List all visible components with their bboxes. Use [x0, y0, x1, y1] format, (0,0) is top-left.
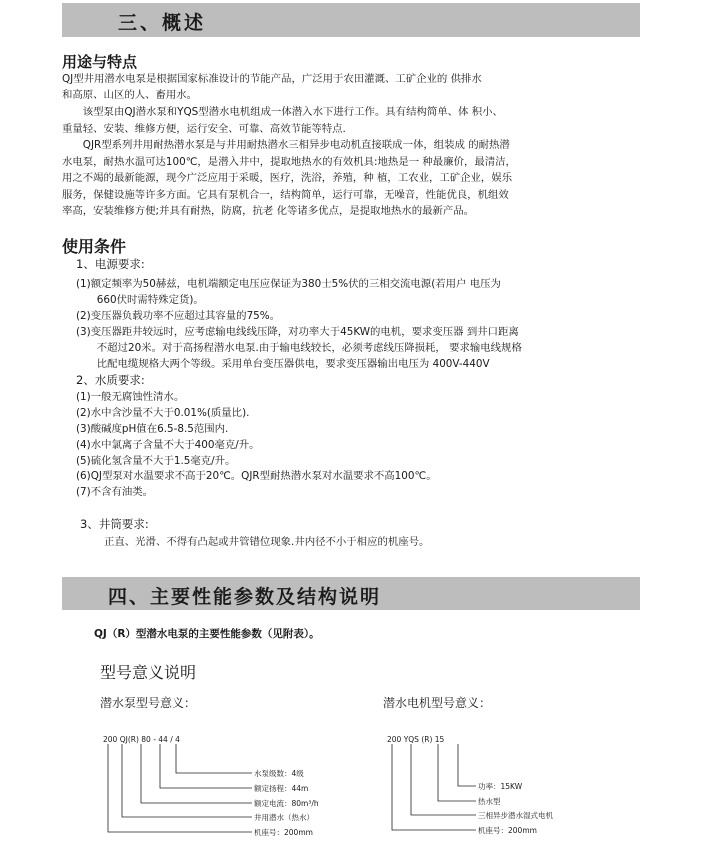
pump-diagram-heading: 潜水泵型号意义：: [100, 696, 197, 710]
usage-line: 该型泵由QJ潜水泵和YQS型潜水电机组成一体潜入水下进行工作。具有结构简单、体 积小、: [62, 106, 503, 118]
well-text: 正直、光滑、不得有凸起或井管错位现象.井内径不小于相应的机座号。: [104, 536, 430, 548]
pump-label-head: 额定扬程：44m: [254, 784, 309, 793]
motor-leader-type: [411, 744, 476, 815]
power-line: (3)变压器距井较远时，应考虑输电线线压降，对功率大于45KW的电机，要求变压器 到井口距离: [76, 326, 519, 338]
power-line: (1)额定频率为50赫兹，电机端额定电压应保证为380士5%伏的三相交流电源(若用户 电压为: [76, 278, 501, 290]
power-line: 不超过20米。对于高扬程潜水电泵.由于输电线较长，必须考虑线压降损耗， 要求输电线规格: [76, 342, 522, 354]
power-line: (2)变压器负载功率不应超过其容量的75%。: [76, 310, 281, 322]
motor-label-hot: 热水型: [478, 797, 501, 806]
water-line: (5)硫化氢含量不大于1.5毫克/升。: [76, 455, 236, 467]
pump-label-stages: 水泵级数：4级: [254, 769, 304, 778]
motor-diagram-heading: 潜水电机型号意义：: [383, 696, 492, 710]
water-line: (1)一般无腐蚀性清水。: [76, 391, 185, 403]
water-line: (6)QJ型泵对水温要求不高于20℃。QJR型耐热潜水泵对水温要求不高100℃。: [76, 470, 437, 482]
power-heading: 1、电源要求:: [76, 257, 145, 271]
motor-model-code: 200 YQS (R) 15: [387, 735, 445, 744]
well-heading: 3、井筒要求:: [80, 517, 149, 531]
motor-label-frame: 机座号：200mm: [478, 826, 537, 835]
motor-leader-hot: [438, 744, 476, 801]
usage-line: 用之不竭的最新能源，现今广泛应用于采暖，医疗，洗浴，养殖，种 植，工农业，工矿企业，娱乐: [62, 172, 513, 184]
usage-line: 重量轻、安装、维修方便，运行安全、可靠、高效节能等特点.: [62, 123, 346, 135]
motor-label-power: 功率：15KW: [478, 782, 523, 791]
water-line: (4)水中氯离子含量不大于400毫克/升。: [76, 439, 260, 451]
water-line: (3)酸碱度pH值在6.5-8.5范围内.: [76, 423, 229, 435]
pump-leader-flow: [141, 744, 252, 803]
water-line: (2)水中含沙量不大于0.01%(质量比).: [76, 407, 250, 419]
usage-line: 水电泵，耐热水温可达100℃，是潜入井中，提取地热水的有效机具:地热是一 种最廉价，最清洁，: [62, 156, 516, 168]
conditions-heading: 使用条件: [62, 237, 127, 256]
usage-line: QJR型系列井用耐热潜水泵是与井用耐热潜水三相异步电动机直接联成一体，组装成 的耐热潜: [62, 139, 510, 151]
section4-intro: QJ（R）型潜水电泵的主要性能参数（见附表）。: [94, 628, 320, 640]
pump-label-flow: 额定电流：80m³/h: [254, 799, 319, 808]
pump-leader-head: [160, 744, 252, 788]
section3-title: 三、概述: [118, 12, 207, 34]
pump-label-type: 井用潜水（热水）: [254, 813, 314, 822]
motor-leader-power: [458, 744, 476, 786]
pump-leader-stages: [176, 744, 252, 773]
water-heading: 2、水质要求:: [76, 373, 145, 387]
usage-heading: 用途与特点: [62, 53, 138, 71]
pump-model-code: 200 QJ(R) 80 - 44 / 4: [103, 735, 180, 744]
usage-line: 和高原、山区的人、畜用水。: [62, 89, 198, 101]
power-line: 660伏时需特殊定货)。: [76, 294, 204, 306]
usage-line: 服务，保健设施等许多方面。它具有泵机合一，结构简单，运行可靠，无噪音，性能优良，机组效: [62, 189, 509, 201]
motor-leader-frame: [392, 744, 476, 830]
model-heading: 型号意义说明: [100, 663, 197, 682]
usage-line: 率高，安装维修方便;并具有耐热，防腐，抗老 化等诸多优点，是提取地热水的最新产品。: [62, 205, 475, 217]
pump-leader-type: [122, 744, 252, 817]
water-line: (7)不含有油类。: [76, 486, 154, 498]
section4-title: 四、主要性能参数及结构说明: [108, 586, 382, 608]
pump-label-frame: 机座号：200mm: [254, 828, 313, 837]
power-line: 比配电缆规格大两个等级。采用单台变压器供电，要求变压器输出电压为 400V-440V: [76, 358, 490, 370]
usage-line: QJ型井用潜水电泵是根据国家标准设计的节能产品，广泛用于农田灌溉、工矿企业的 供排水: [62, 73, 482, 85]
motor-label-motor-type: 三相异步潜水湿式电机: [478, 811, 553, 820]
